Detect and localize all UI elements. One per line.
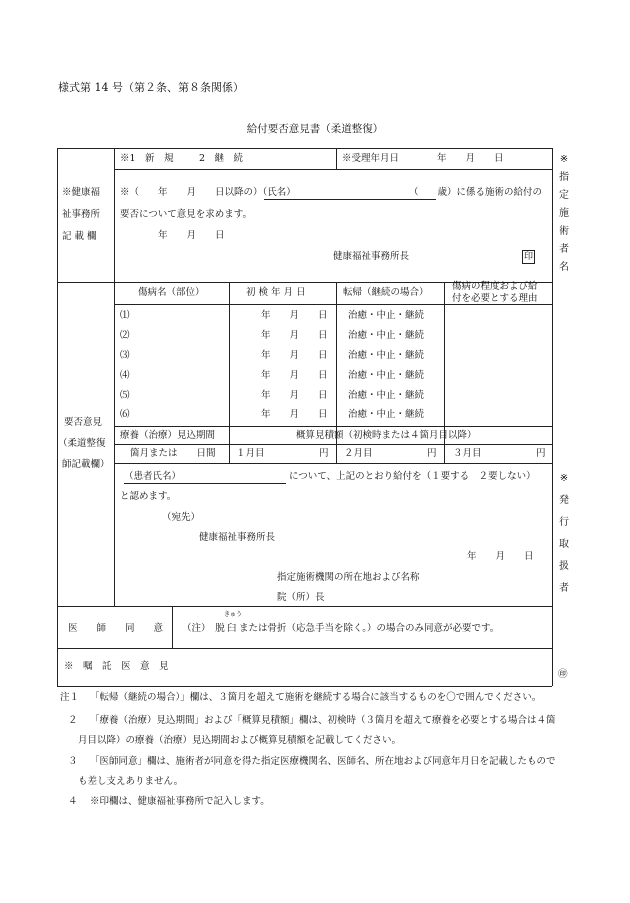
month3-label: ３月目 xyxy=(453,448,482,459)
side-char: ※ xyxy=(559,473,569,484)
addressee-office: 健康福祉事務所長 xyxy=(199,532,276,543)
row-date: 年 月 日 xyxy=(261,409,328,420)
option-continue[interactable]: 2 継 続 xyxy=(199,153,244,164)
note-text: も差し支えありません。 xyxy=(78,776,184,787)
row-date: 年 月 日 xyxy=(261,370,328,381)
month1-label: １月目 xyxy=(236,448,265,459)
office-label-line2: 祉事務所 xyxy=(62,209,101,220)
row-date: 年 月 日 xyxy=(261,330,328,341)
side-char: 発 xyxy=(559,495,569,506)
note-text: 月目以降）の療養（治療）見込期間および概算見積額を記載してください。 xyxy=(78,735,402,746)
side-char: 術 xyxy=(559,226,569,237)
doctor-consent-label: 医 師 同 意 xyxy=(68,623,164,634)
row-number: ⑸ xyxy=(120,390,130,401)
opinion-label-line2: （柔道整復 xyxy=(58,438,106,449)
office-label-line1: ※健康福 xyxy=(62,187,101,198)
note-number: ２ xyxy=(68,715,78,726)
director-seal: 印 xyxy=(523,252,533,262)
patient-underline xyxy=(124,483,286,484)
row-number: ⑹ xyxy=(120,409,130,420)
note-number: ３ xyxy=(68,756,78,767)
option-new[interactable]: ※1 新 規 xyxy=(120,153,174,164)
month1-yen: 円 xyxy=(319,448,329,459)
month2-yen: 円 xyxy=(427,448,437,459)
row-date: 年 月 日 xyxy=(261,390,328,401)
side-char: 施 xyxy=(559,208,569,219)
page-title: 給付要否意見書（柔道整復） xyxy=(246,123,384,135)
approve-text: と認めます。 xyxy=(120,491,177,502)
issuer-label xyxy=(557,468,571,600)
facility-head: 院（所）長 xyxy=(277,592,325,603)
received-date: ※受理年月日 年 月 日 xyxy=(342,153,504,164)
row-number: ⑵ xyxy=(120,330,130,341)
header-reason-line1: 傷病の程度および給 xyxy=(452,281,538,292)
doctor-note-ruby: きゅう xyxy=(224,611,243,618)
side-char: ※ xyxy=(559,154,569,165)
note-text: 「転帰（継続の場合）」欄は、３箇月を超えて施術を継続する場合に該当するものを〇で囲んでください。 xyxy=(90,692,542,703)
opinion-label-line1: 要否意見 xyxy=(64,417,103,428)
note-number: 注１ xyxy=(60,692,80,703)
note-text: 「療養（治療）見込期間」および「概算見積額」欄は、初検時（３箇月を超えて療養を必要とする場合は４箇 xyxy=(90,715,556,726)
header-injury: 傷病名（部位） xyxy=(138,287,205,298)
director-label: 健康福祉事務所長 xyxy=(333,251,410,262)
commission-label: ※ 嘱 託 医 意 見 xyxy=(64,661,169,672)
months-label: 箇月または 日間 xyxy=(130,448,216,459)
side-char: 取 xyxy=(559,539,569,550)
patient-prefix: （患者氏名） xyxy=(124,471,182,482)
header-first-visit: 初 検 年 月 日 xyxy=(246,287,306,298)
row-number: ⑴ xyxy=(120,310,130,321)
note-text: 「医師同意」欄は、施術者が同意を得た指定医療機関名、医師名、所在地および同意年月日を記載したもので xyxy=(90,756,556,767)
designated-practitioner-label xyxy=(557,151,571,277)
side-char: 者 xyxy=(559,244,569,255)
request-line1-age: （ 歳）に係る施術の給付の xyxy=(409,187,543,198)
row-number: ⑷ xyxy=(120,370,130,381)
side-char: 定 xyxy=(559,190,569,201)
request-line1-prefix: ※（ 年 月 日以降の）（氏名） xyxy=(120,187,296,198)
opinion-label-line3: 師記載欄） xyxy=(62,459,110,470)
request-date: 年 月 日 xyxy=(158,230,225,241)
facility-address: 指定施術機関の所在地および名称 xyxy=(277,572,420,583)
side-char: 扱 xyxy=(559,561,569,572)
doctor-note-kanji: 臼 xyxy=(227,623,237,634)
note-text: ※印欄は、健康福祉事務所で記入します。 xyxy=(90,796,270,807)
row-outcome[interactable]: 治癒・中止・継続 xyxy=(348,409,425,420)
month2-label: ２月目 xyxy=(344,448,373,459)
name-underline xyxy=(264,199,436,200)
doctor-note-prefix: （注） 脱 xyxy=(182,623,225,634)
row-date: 年 月 日 xyxy=(261,350,328,361)
side-char: 指 xyxy=(559,172,569,183)
patient-suffix: について、上記のとおり給付を（１要する ２要しない） xyxy=(289,471,536,482)
issuer-seal-mark: ㊞ xyxy=(558,669,568,680)
row-outcome[interactable]: 治癒・中止・継続 xyxy=(348,310,425,321)
header-outcome: 転帰（継続の場合） xyxy=(343,287,429,298)
row-outcome[interactable]: 治癒・中止・継続 xyxy=(348,370,425,381)
period-label: 療養（治療）見込期間 xyxy=(120,430,216,441)
request-line2: 要否について意見を求めます。 xyxy=(120,209,253,220)
office-label-line3: 記 載 欄 xyxy=(62,231,97,242)
row-outcome[interactable]: 治癒・中止・継続 xyxy=(348,390,425,401)
side-char: 行 xyxy=(559,517,569,528)
month3-yen: 円 xyxy=(536,448,546,459)
side-char: 名 xyxy=(559,262,569,273)
row-outcome[interactable]: 治癒・中止・継続 xyxy=(348,350,425,361)
estimate-label: 概算見積額（初検時または４箇月目以降） xyxy=(296,430,477,441)
note-number: ４ xyxy=(68,796,78,807)
addressee: （宛先） xyxy=(162,512,201,523)
side-char: 者 xyxy=(559,583,569,594)
sign-date: 年 月 日 xyxy=(467,551,534,562)
header-reason-line2: 付を必要とする理由 xyxy=(452,293,538,304)
doctor-note-suffix: または骨折（応急手当を除く。）の場合のみ同意が必要です。 xyxy=(239,623,500,634)
row-number: ⑶ xyxy=(120,350,130,361)
form-number: 様式第 14 号（第２条、第８条関係） xyxy=(58,81,244,94)
row-outcome[interactable]: 治癒・中止・継続 xyxy=(348,330,425,341)
row-date: 年 月 日 xyxy=(261,310,328,321)
